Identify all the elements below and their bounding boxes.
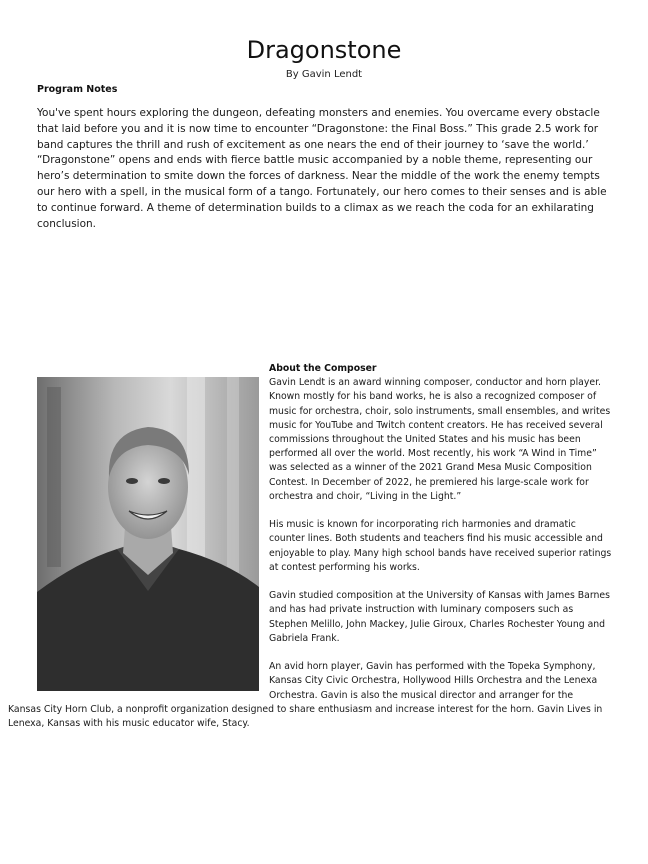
byline: By Gavin Lendt	[285, 69, 363, 80]
composer-paragraph: Gavin Lendt is an award winning composer, conductor and horn player. Known mostly for his band works, he is also a recognized composer of music for orchestra, choir, solo instruments, small ensembles, and writes music for YouTube and Twitch content creators. He has received several commissions throughout the United States and his music has been performed all over the world. Most recently, his work “A Wind in Time” was selected as a winner of the 2021 Grand Mesa Music Composition Contest. In December of 2022, he premiered his large-scale work for orchestra and choir, “Living in the Light.”	[269, 377, 611, 502]
composer-paragraph: His music is known for incorporating rich harmonies and dramatic counter lines. Both students and teachers find his music accessible and enjoyable to play. Many high school bands have received superior ratings at contest performing his works.	[269, 519, 612, 573]
about-composer-heading: About the Composer	[269, 363, 377, 374]
page-title: Dragonstone	[246, 36, 402, 64]
composer-photo	[37, 377, 259, 691]
composer-paragraph: Gavin studied composition at the University of Kansas with James Barnes and has had private instruction with luminary composers such as Stephen Melillo, John Mackey, Julie Giroux, Charles Rochester Young and Gabriela Frank.	[269, 590, 610, 644]
program-notes-body: You've spent hours exploring the dungeon, defeating monsters and enemies. You overcame every obstacle that laid before you and it is now time to encounter “Dragonstone: the Final Boss.” This grade 2.5 work for band captures the thrill and rush of excitement as one nears the end of their journey to ‘save the world.’ “Dragonstone” opens and ends with fierce battle music accompanied by a noble theme, representing our hero’s determination to smite down the forces of darkness. Near the middle of the work the enemy tempts our hero with a spell, in the musical form of a tango. Fortunately, our hero comes to their senses and is able to continue forward. A theme of determination builds to a climax as we reach the coda for an exhilarating conclusion.	[37, 107, 607, 230]
about-composer-section	[269, 362, 614, 703]
composer-paragraph-continued: Kansas City Horn Club, a nonprofit organization designed to share enthusiasm and increase interest for the horn. Gavin Lives in Lenexa, Kansas with his music educator wife, Stacy.	[8, 704, 603, 730]
program-notes-heading: Program Notes	[37, 84, 118, 95]
composer-paragraph: An avid horn player, Gavin has performed with the Topeka Symphony, Kansas City Civic Orchestra, Hollywood Hills Orchestra and the Lenexa Orchestra. Gavin is also the musical director and arranger for the	[269, 661, 598, 701]
